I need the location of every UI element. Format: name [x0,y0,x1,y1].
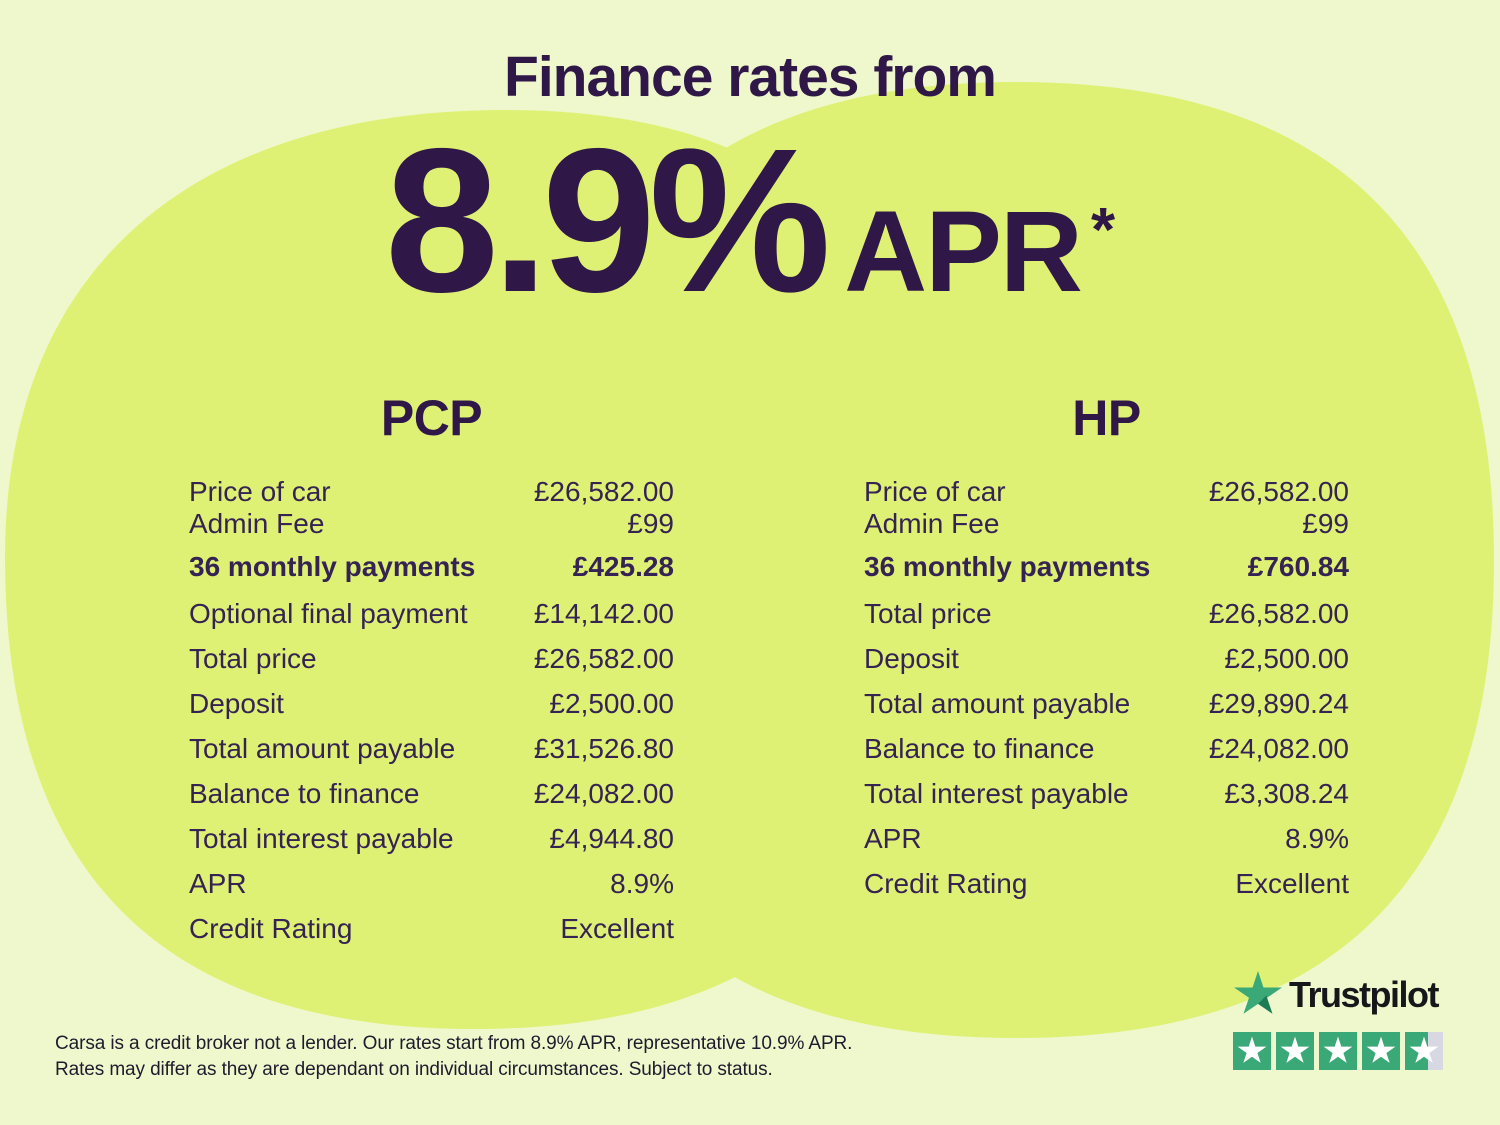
star-icon [1323,1037,1353,1066]
row-label: Total amount payable [864,688,1131,719]
row-value: £26,582.00 [1208,598,1349,629]
row-label: Total interest payable [864,778,1129,809]
pcp-column [189,390,674,952]
star-icon [1409,1037,1439,1066]
row-value: Excellent [1235,868,1349,899]
row-value: £26,582.00 [533,643,674,674]
row-label: Credit Rating [189,913,353,944]
hp-table [864,476,1349,907]
row-label: Total interest payable [189,823,454,854]
row-value: £425.28 [572,551,674,582]
star-icon [1280,1037,1310,1066]
trustpilot-star-icon [1233,971,1283,1018]
row-value: £4,944.80 [549,823,674,854]
finance-row [189,862,674,907]
hp-column [864,390,1349,907]
rating-star-box [1276,1032,1314,1070]
row-label: Balance to finance [864,733,1095,764]
rating-star-box [1362,1032,1400,1070]
trustpilot-widget [1233,971,1448,1070]
row-label: Optional final payment [189,598,468,629]
row-label: Credit Rating [864,868,1028,899]
row-label: Admin Fee [864,507,1000,539]
row-label: Admin Fee [189,507,325,539]
finance-row [189,907,674,952]
finance-row [189,545,674,590]
pcp-column-title: PCP [380,390,483,446]
row-value: 8.9% [610,868,674,899]
row-label: Total amount payable [189,733,456,764]
row-label: Price of car [864,475,1006,507]
finance-row [189,476,674,508]
row-label: Deposit [864,643,959,674]
page-title: Finance rates from [504,45,996,109]
row-label: APR [189,868,247,899]
row-label: 36 monthly payments [864,551,1151,582]
finance-row [864,592,1349,637]
rate-suffix: APR [844,188,1081,316]
row-label: 36 monthly payments [189,551,476,582]
row-value: £31,526.80 [533,733,674,764]
disclaimer-line-1: Carsa is a credit broker not a lender. Our rates start from 8.9% APR, representative 10.9% APR. [55,1033,853,1054]
row-value: £2,500.00 [1224,643,1349,674]
finance-row [189,817,674,862]
rating-star-box [1319,1032,1357,1070]
row-value: £24,082.00 [1208,733,1349,764]
finance-row [864,727,1349,772]
finance-row [189,682,674,727]
finance-row [864,476,1349,508]
row-label: Total price [864,598,992,629]
row-value: £26,582.00 [1208,475,1349,507]
finance-row [864,862,1349,907]
row-label: Total price [189,643,317,674]
row-value: £26,582.00 [533,475,674,507]
row-label: Price of car [189,475,331,507]
finance-row [189,727,674,772]
row-value: £14,142.00 [533,598,674,629]
rating-star-box [1405,1032,1443,1070]
row-value: £2,500.00 [549,688,674,719]
row-value: Excellent [560,913,674,944]
row-label: Balance to finance [189,778,420,809]
finance-row [189,508,674,540]
rating-star-box [1233,1032,1271,1070]
headline-rate [0,106,1500,335]
finance-row [864,817,1349,862]
finance-row [864,637,1349,682]
finance-row [189,637,674,682]
finance-row [189,772,674,817]
disclaimer-line-2: Rates may differ as they are dependant on individual circumstances. Subject to status. [55,1059,773,1080]
finance-row [864,682,1349,727]
finance-row [864,772,1349,817]
rate-value: 8.9% [384,106,825,335]
finance-row [189,592,674,637]
star-icon [1366,1037,1396,1066]
trustpilot-logo [1233,971,1448,1018]
finance-row [864,545,1349,590]
hp-column-title: HP [1072,390,1141,446]
star-fold-shade [1233,971,1283,1018]
row-value: 8.9% [1285,823,1349,854]
row-label: Deposit [189,688,284,719]
row-value: £99 [627,507,674,539]
row-value: £760.84 [1247,551,1349,582]
row-value: £24,082.00 [533,778,674,809]
finance-row [864,508,1349,540]
pcp-table [189,476,674,952]
trustpilot-rating-stars [1233,1032,1448,1070]
row-value: £99 [1302,507,1349,539]
row-value: £3,308.24 [1224,778,1349,809]
row-value: £29,890.24 [1208,688,1349,719]
row-label: APR [864,823,922,854]
rate-asterisk: * [1090,196,1116,265]
disclaimer [55,1031,852,1083]
star-icon [1237,1037,1267,1066]
trustpilot-brand-name: Trustpilot [1289,973,1438,1015]
